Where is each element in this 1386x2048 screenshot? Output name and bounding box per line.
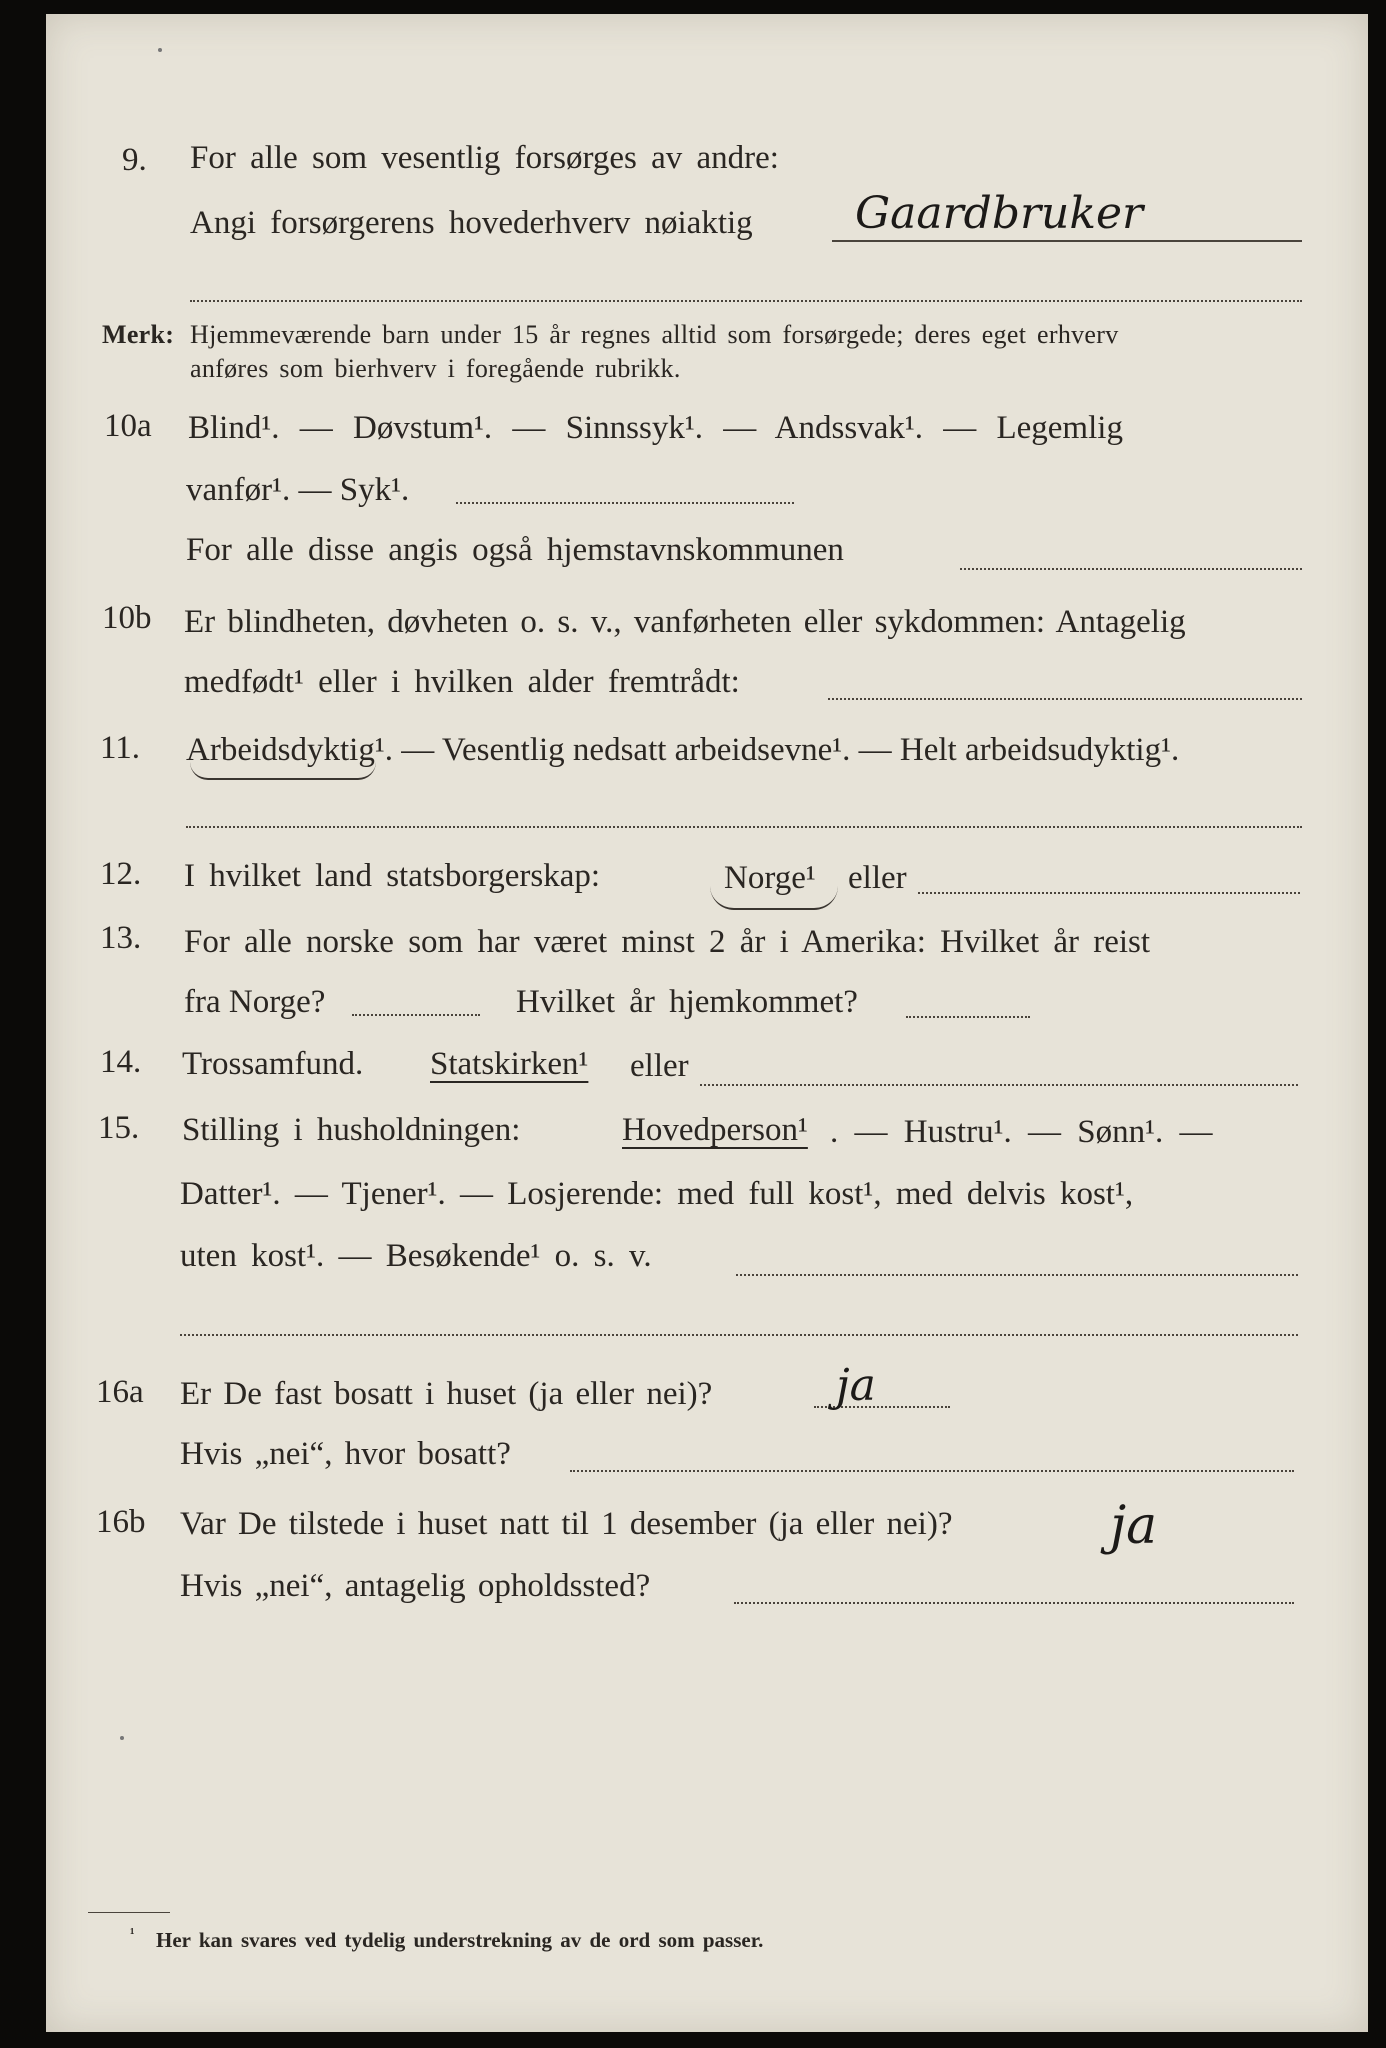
q9-handwritten-answer: Gaardbruker [855,188,1144,239]
q13-line2a: fra Norge? [184,984,326,1020]
q16b-number: 16b [96,1504,146,1540]
census-form-page [46,14,1368,2032]
q16a-line2-blank [570,1470,1294,1472]
q9-blank-line [190,300,1302,302]
q10a-line2: vanfør¹. — Syk¹. [186,472,410,508]
q11-blank-line [186,826,1302,828]
q16b-handwritten-answer: ja [1110,1496,1158,1556]
q11-line1: Arbeidsdyktig¹. — Vesentlig nedsatt arbeidsevne¹. — Helt arbeidsudyktig¹. [186,732,1180,768]
q11-number: 11. [100,730,141,766]
footnote-text: Her kan svares ved tydelig understrekning av de ord som passer. [156,1928,764,1952]
q12-circle-mark [710,886,838,910]
q16a-number: 16a [96,1374,144,1410]
q10b-line2-blank [828,698,1302,700]
q10a-line2-blank [456,502,794,504]
q16b-line2: Hvis „nei“, antagelig opholdssted? [180,1568,651,1604]
q15-line3: uten kost¹. — Besøkende¹ o. s. v. [180,1238,652,1274]
q14-prefix: Trossamfund. [182,1046,364,1082]
q16a-handwritten-answer: ja [836,1360,876,1411]
q15-number: 15. [98,1110,140,1146]
q10b-line1: Er blindheten, døvheten o. s. v., vanførheten eller sykdommen: Antagelig [184,604,1186,640]
merk-line2: anføres som bierhverv i foregående rubrikk. [190,354,681,383]
paper-speck [158,48,162,52]
q10a-line3-blank [960,568,1302,570]
q14-number: 14. [100,1044,142,1080]
q14-blank [700,1084,1298,1086]
q15-line1c: . — Hustru¹. — Sønn¹. — [830,1114,1213,1150]
q9-answer-line [832,240,1302,242]
footnote-mark: ¹ [130,1926,135,1942]
q16a-line1: Er De fast bosatt i huset (ja eller nei)? [180,1376,713,1412]
footnote-rule [88,1912,170,1913]
q15-line3-blank [736,1274,1298,1276]
q13-number: 13. [100,920,142,956]
q12-prefix: I hvilket land statsborgerskap: [184,858,601,894]
q16a-line2: Hvis „nei“, hvor bosatt? [180,1436,511,1472]
q15-blank-line [180,1334,1298,1336]
q11-underline-mark [190,762,376,780]
q9-line2: Angi forsørgerens hovederhverv nøiaktig [190,205,753,241]
q14-choice-statskirken: Statskirken¹ [430,1046,589,1082]
q13-reist-blank [352,1014,480,1016]
q13-line2b: Hvilket år hjemkommet? [516,984,858,1020]
q12-blank [918,892,1300,894]
q14-suffix: eller [630,1048,689,1084]
q13-hjemkommet-blank [906,1016,1030,1018]
q10a-line3: For alle disse angis også hjemstavnskommunen [186,532,844,568]
q16b-line2-blank [734,1602,1294,1604]
q16a-answer-line [814,1406,950,1408]
q12-number: 12. [100,856,142,892]
q10b-number: 10b [102,600,152,636]
q15-line1a: Stilling i husholdningen: [182,1112,521,1148]
q12-choice-norge: Norge¹ [724,860,816,896]
q9-line1: For alle som vesentlig forsørges av andre: [190,140,779,176]
q15-line2: Datter¹. — Tjener¹. — Losjerende: med full kost¹, med delvis kost¹, [180,1176,1134,1212]
paper-speck [120,1736,124,1740]
q13-line1: For alle norske som har været minst 2 år i Amerika: Hvilket år reist [184,924,1151,960]
q16b-line1: Var De tilstede i huset natt til 1 desember (ja eller nei)? [180,1506,953,1542]
q12-suffix: eller [848,860,907,896]
q10a-line1: Blind¹. — Døvstum¹. — Sinnssyk¹. — Andssvak¹. — Legemlig [188,410,1123,446]
q10b-line2: medfødt¹ eller i hvilken alder fremtrådt: [184,664,740,700]
q15-choice-hovedperson: Hovedperson¹ [622,1112,808,1148]
merk-label: Merk: [102,320,175,349]
q10a-number: 10a [104,408,152,444]
q9-number: 9. [122,142,147,178]
merk-line1: Hjemmeværende barn under 15 år regnes alltid som forsørgede; deres eget erhverv [190,320,1119,349]
